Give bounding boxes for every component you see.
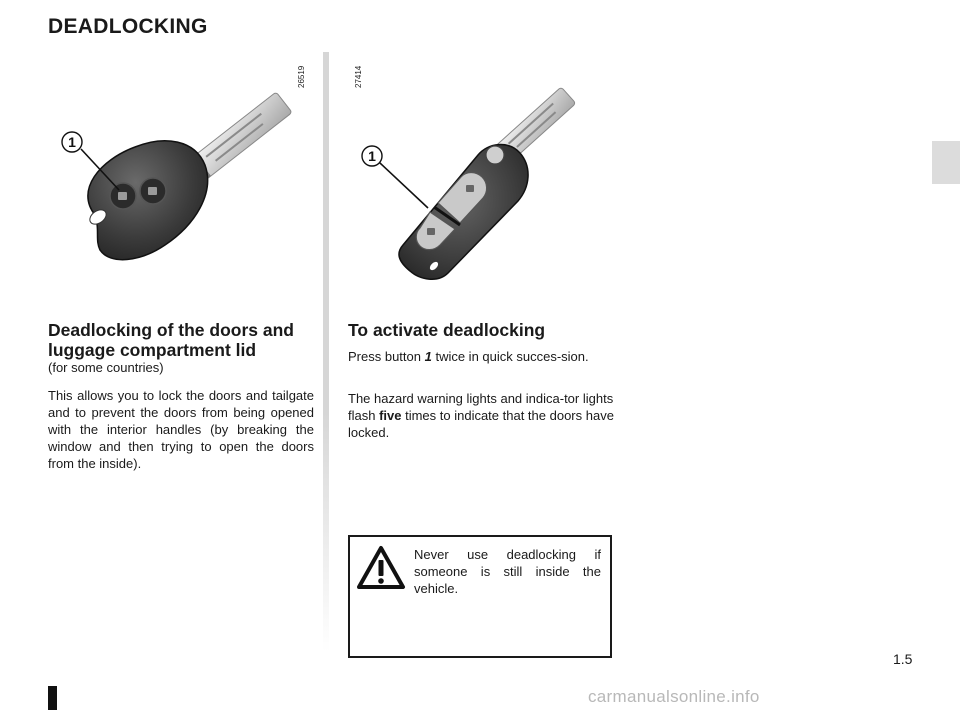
section-note: (for some countries)	[48, 360, 164, 375]
callout-label-right: 1	[368, 148, 376, 164]
column-divider	[323, 52, 329, 652]
instruction-text-start: Press button	[348, 349, 425, 364]
figure-code-left: 26519	[297, 65, 306, 88]
side-tab-marker	[932, 141, 960, 184]
page-number: 1.5	[893, 651, 913, 667]
body-paragraph: This allows you to lock the doors and tailgate and to prevent the doors from being opened with the interior handles (by breaking the window and then trying to open the doors from the inside).	[48, 388, 314, 471]
result-text-end: times to indicate that the doors have locked.	[348, 408, 614, 440]
warning-triangle-icon	[356, 545, 406, 591]
footer-bar	[48, 686, 57, 710]
flip-key-fob-image	[358, 95, 588, 280]
watermark: carmanualsonline.info	[588, 687, 760, 706]
two-button-key-fob-image	[55, 95, 295, 280]
page-title: DEADLOCKING	[48, 15, 208, 38]
figure-code-right: 27414	[354, 65, 363, 88]
section-heading: Deadlocking of the doors and luggage compartment lid	[48, 320, 294, 360]
instruction-text-end: twice in quick succes-sion.	[431, 349, 589, 364]
instruction-paragraph	[348, 348, 612, 365]
flash-count: five	[379, 408, 402, 423]
warning-text: Never use deadlocking if someone is still inside the vehicle.	[414, 547, 601, 596]
result-paragraph	[348, 390, 614, 441]
result-text-start: The hazard warning lights and indica-tor lights flash	[348, 391, 614, 423]
button-reference: 1	[424, 349, 432, 364]
callout-label-left: 1	[68, 134, 76, 150]
subsection-heading: To activate deadlocking	[348, 320, 546, 340]
